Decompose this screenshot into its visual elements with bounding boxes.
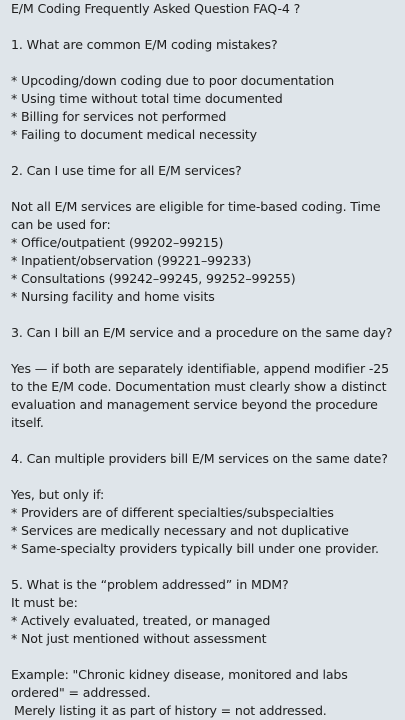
bullet-item: * Nursing facility and home visits xyxy=(11,289,215,304)
bullet-item: * Inpatient/observation (99221–99233) xyxy=(11,253,252,268)
bullet-item: * Actively evaluated, treated, or managed xyxy=(11,613,271,628)
question-5: 5. What is the “problem addressed” in MDM? xyxy=(11,577,289,592)
bullet-item: * Consultations (99242–99245, 99252–99255) xyxy=(11,271,296,286)
bullet-item: * Using time without total time documented xyxy=(11,91,283,106)
bullet-item: * Failing to document medical necessity xyxy=(11,127,257,142)
bullet-item: * Not just mentioned without assessment xyxy=(11,631,267,646)
bullet-item: * Same-specialty providers typically bill under one provider. xyxy=(11,541,379,556)
faq-title: E/M Coding Frequently Asked Question FAQ-4 ? xyxy=(11,1,301,16)
bullet-item: * Services are medically necessary and not duplicative xyxy=(11,523,349,538)
answer-3: Yes — if both are separately identifiable, append modifier -25 to the E/M code. Documentation must clearly show a distinct evaluation and management service beyond the procedure itself. xyxy=(11,361,390,430)
bullet-item: * Upcoding/down coding due to poor documentation xyxy=(11,73,335,88)
answer-4-intro: Yes, but only if: xyxy=(11,487,105,502)
question-2: 2. Can I use time for all E/M services? xyxy=(11,163,242,178)
answer-5-note: Merely listing it as part of history = not addressed. xyxy=(14,703,327,718)
bullet-item: * Billing for services not performed xyxy=(11,109,227,124)
answer-5-intro: It must be: xyxy=(11,595,78,610)
question-1: 1. What are common E/M coding mistakes? xyxy=(11,37,278,52)
answer-5-example: Example: "Chronic kidney disease, monitored and labs ordered" = addressed. xyxy=(11,667,348,700)
question-3: 3. Can I bill an E/M service and a procedure on the same day? xyxy=(11,325,393,340)
bullet-item: * Office/outpatient (99202–99215) xyxy=(11,235,224,250)
question-4: 4. Can multiple providers bill E/M services on the same date? xyxy=(11,451,388,466)
bullet-item: * Providers are of different specialties/subspecialties xyxy=(11,505,334,520)
answer-2-intro: Not all E/M services are eligible for time-based coding. Time can be used for: xyxy=(11,199,381,232)
